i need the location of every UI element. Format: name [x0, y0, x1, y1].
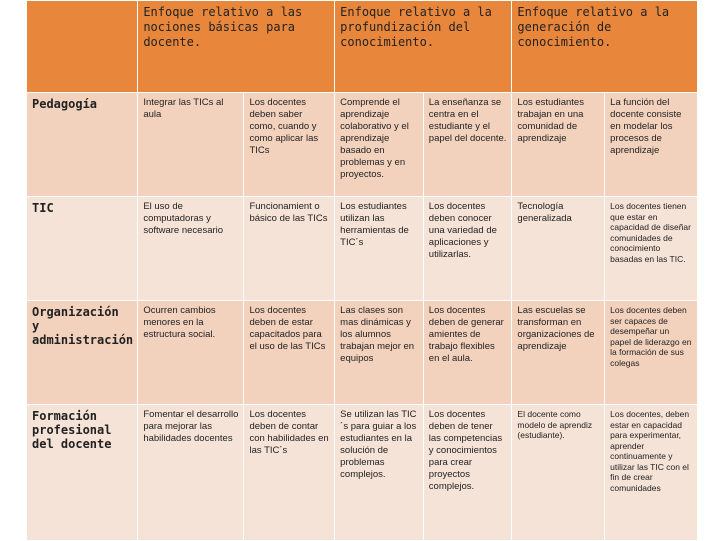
- table-cell: Fomentar el desarrollo para mejorar las habilidades docentes: [138, 405, 244, 541]
- table-row: [27, 197, 698, 301]
- table-cell: Los docentes deben de contar con habilidades en las TIC´s: [244, 405, 335, 541]
- table-cell: Ocurren cambios menores en la estructura social.: [138, 301, 244, 405]
- header-knowledge-deepening: Enfoque relativo a la profundización del conocimiento.: [335, 1, 512, 93]
- table-row: [27, 301, 698, 405]
- table-cell: Los estudiantes utilizan las herramientas de TIC´s: [335, 197, 424, 301]
- header-corner: [27, 1, 138, 93]
- table-cell: Tecnología generalizada: [512, 197, 605, 301]
- table-cell: Los docentes tienen que estar en capacidad de diseñar comunidades de conocimiento basadas en las TIC.: [605, 197, 698, 301]
- header-basic-notions: Enfoque relativo a las nociones básicas para docente.: [138, 1, 335, 93]
- table-cell: El uso de computadoras y software necesario: [138, 197, 244, 301]
- table-cell: Los docentes, deben estar en capacidad para experimentar, aprender continuamente y utilizar las TIC con el fin de crear comunidades: [605, 405, 698, 541]
- header-knowledge-creation: Enfoque relativo a la generación de conocimiento.: [512, 1, 698, 93]
- row-label-organizacion: Organización y administración: [27, 301, 138, 405]
- table-cell: Los docentes deben ser capaces de desempeñar un papel de liderazgo en la formación de sus colegas: [605, 301, 698, 405]
- table-cell: Funcionamient o básico de las TICs: [244, 197, 335, 301]
- table-cell: Los estudiantes trabajan en una comunidad de aprendizaje: [512, 93, 605, 197]
- table-cell: El docente como modelo de aprendiz (estudiante).: [512, 405, 605, 541]
- table-row: [27, 93, 698, 197]
- left-margin: [0, 0, 26, 540]
- table-cell: Se utilizan las TIC´s para guiar a los estudiantes en la solución de problemas complejos.: [335, 405, 424, 541]
- table-cell: Comprende el aprendizaje colaborativo y el aprendizaje basado en problemas y en proyectos.: [335, 93, 424, 197]
- right-margin: [698, 0, 720, 540]
- table-row: [27, 405, 698, 541]
- table-cell: La enseñanza se centra en el estudiante y el papel del docente.: [423, 93, 512, 197]
- header-row: [27, 1, 698, 93]
- table-cell: Las escuelas se transforman en organizaciones de aprendizaje: [512, 301, 605, 405]
- table-cell: Los docentes deben saber como, cuando y como aplicar las TICs: [244, 93, 335, 197]
- table-cell: Los docentes deben de generar amientes de trabajo flexibles en el aula.: [423, 301, 512, 405]
- ict-competency-table: [26, 0, 698, 541]
- row-label-formacion: Formación profesional del docente: [27, 405, 138, 541]
- row-label-pedagogia: Pedagogía: [27, 93, 138, 197]
- table-cell: Los docentes deben conocer una variedad de aplicaciones y utilizarlas.: [423, 197, 512, 301]
- table-cell: Integrar las TICs al aula: [138, 93, 244, 197]
- table-cell: Los docentes deben de tener las competencias y conocimientos para crear proyectos complejos.: [423, 405, 512, 541]
- table-cell: La función del docente consiste en modelar los procesos de aprendizaje: [605, 93, 698, 197]
- row-label-tic: TIC: [27, 197, 138, 301]
- table-cell: Los docentes deben de estar capacitados para el uso de las TICs: [244, 301, 335, 405]
- table-cell: Las clases son mas dinámicas y los alumnos trabajan mejor en equipos: [335, 301, 424, 405]
